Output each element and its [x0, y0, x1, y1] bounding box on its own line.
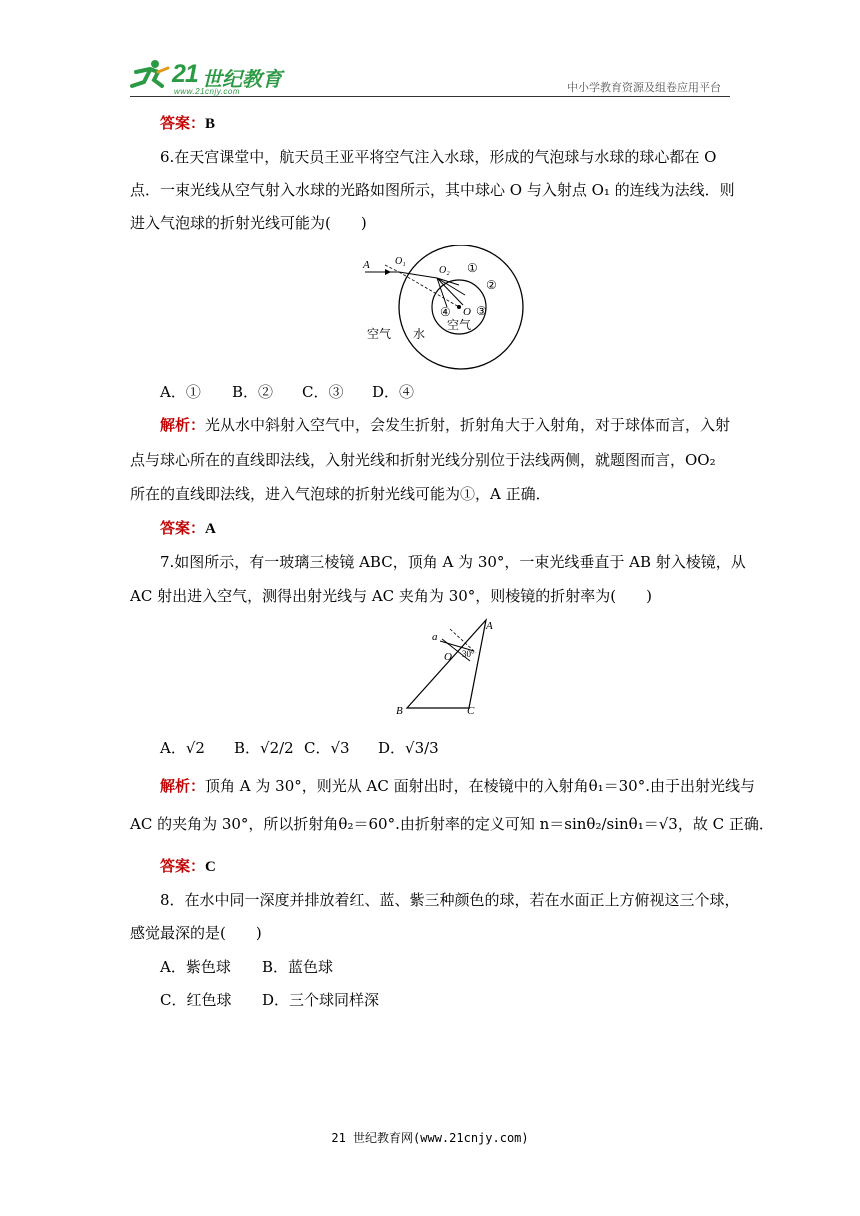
- label-O: O: [444, 651, 452, 663]
- q7-analysis-line1: [160, 776, 755, 796]
- label-air-outer: 空气: [367, 327, 392, 341]
- label-n2: ②: [486, 278, 497, 292]
- analysis-text: 光从水中斜射入空气中，会发生折射，折射角大于入射角，对于球体而言，入射: [205, 416, 731, 434]
- answer-label: 答案：: [160, 114, 206, 132]
- runner-logo-icon: [128, 58, 172, 94]
- q7-answer: [160, 856, 216, 877]
- label-n4: ④: [440, 305, 451, 319]
- q7-option-d: D．√3/3: [378, 739, 439, 757]
- q7-option-b: B．√2/2: [234, 739, 294, 757]
- page-footer: 21 世纪教育网(www.21cnjy.com): [331, 1131, 529, 1145]
- label-n3: ③: [476, 304, 487, 318]
- logo: [128, 58, 288, 98]
- q7-analysis-line2: AC 的夹角为 30°，所以折射角θ₂＝60°.由折射率的定义可知 n＝sinθ₂/sinθ₁＝√3，故 C 正确．: [130, 815, 774, 833]
- q8-option-b: B．蓝色球: [262, 958, 334, 976]
- label-air-inner: 空气: [447, 318, 472, 332]
- header-divider: [130, 96, 730, 97]
- q7-option-c: C．√3: [304, 739, 350, 757]
- q6-analysis-line2: 点与球心所在的直线即法线，入射光线和折射光线分别位于法线两侧，就题图而言，OO₂: [130, 451, 716, 469]
- q8-option-d: D．三个球同样深: [262, 991, 380, 1009]
- answer-label: 答案：: [160, 857, 206, 875]
- prev-answer: [160, 113, 215, 134]
- label-n1: ①: [467, 261, 478, 275]
- q6-line1: 6.在天宫课堂中，航天员王亚平将空气注入水球，形成的气泡球与水球的球心都在 O: [160, 148, 717, 166]
- q6-option-d: D．④: [372, 383, 415, 401]
- answer-value: A: [205, 521, 216, 537]
- label-water: 水: [413, 327, 426, 341]
- q7-line1: 7.如图所示，有一玻璃三棱镜 ABC，顶角 A 为 30°，一束光线垂直于 AB 射入棱镜，从: [160, 553, 746, 571]
- logo-number: 21: [172, 60, 198, 88]
- q6-analysis-line3: 所在的直线即法线，进入气泡球的折射光线可能为①，A 正确．: [130, 485, 551, 503]
- analysis-label: 解析：: [160, 777, 206, 795]
- q8-line2: 感觉最深的是( ): [130, 924, 262, 942]
- label-A: A: [486, 620, 493, 632]
- label-a: a: [432, 631, 438, 643]
- label-C: C: [467, 705, 475, 717]
- answer-label: 答案：: [160, 519, 206, 537]
- q7-option-a: A．√2: [160, 739, 205, 757]
- q6-option-c: C．③: [302, 383, 344, 401]
- q6-line3: 进入气泡球的折射光线可能为( ): [130, 214, 367, 232]
- logo-text: 世纪教育: [202, 67, 282, 91]
- q6-analysis-line1: [160, 415, 730, 435]
- q6-option-b: B．②: [232, 383, 274, 401]
- analysis-text: 顶角 A 为 30°，则光从 AC 面射出时，在棱镜中的入射角θ₁＝30°.由于出射光线与: [205, 777, 755, 795]
- q6-figure: [355, 245, 555, 375]
- label-A: A: [363, 259, 370, 271]
- q6-answer: [160, 518, 216, 539]
- logo-url: www.21cnjy.com: [174, 87, 240, 96]
- arrow-icon: [385, 269, 391, 275]
- answer-value: B: [205, 116, 216, 132]
- q6-line2: 点．一束光线从空气射入水球的光路如图所示，其中球心 O 与入射点 O₁ 的连线为法线．则: [130, 181, 735, 199]
- q8-option-a: A．紫色球: [160, 958, 231, 976]
- answer-value: C: [205, 859, 216, 875]
- ray-4: [437, 278, 447, 307]
- q7-figure: [390, 615, 510, 720]
- label-O: O: [463, 306, 471, 318]
- q6-option-a: A．①: [160, 383, 201, 401]
- label-O1: O₁: [395, 256, 406, 267]
- q7-line2: AC 射出进入空气，测得出射光线与 AC 夹角为 30°，则棱镜的折射率为( ): [130, 587, 652, 605]
- label-B: B: [396, 705, 403, 717]
- prism-triangle: [407, 620, 486, 708]
- q8-option-c: C．红色球: [160, 991, 232, 1009]
- q8-line1: 8．在水中同一深度并排放着红、蓝、紫三种颜色的球，若在水面正上方俯视这三个球，: [160, 891, 740, 909]
- label-O2: O₂: [439, 265, 450, 276]
- platform-tagline: 中小学教育资源及组卷应用平台: [567, 81, 721, 94]
- label-angle: 30°: [462, 649, 475, 659]
- analysis-label: 解析：: [160, 416, 206, 434]
